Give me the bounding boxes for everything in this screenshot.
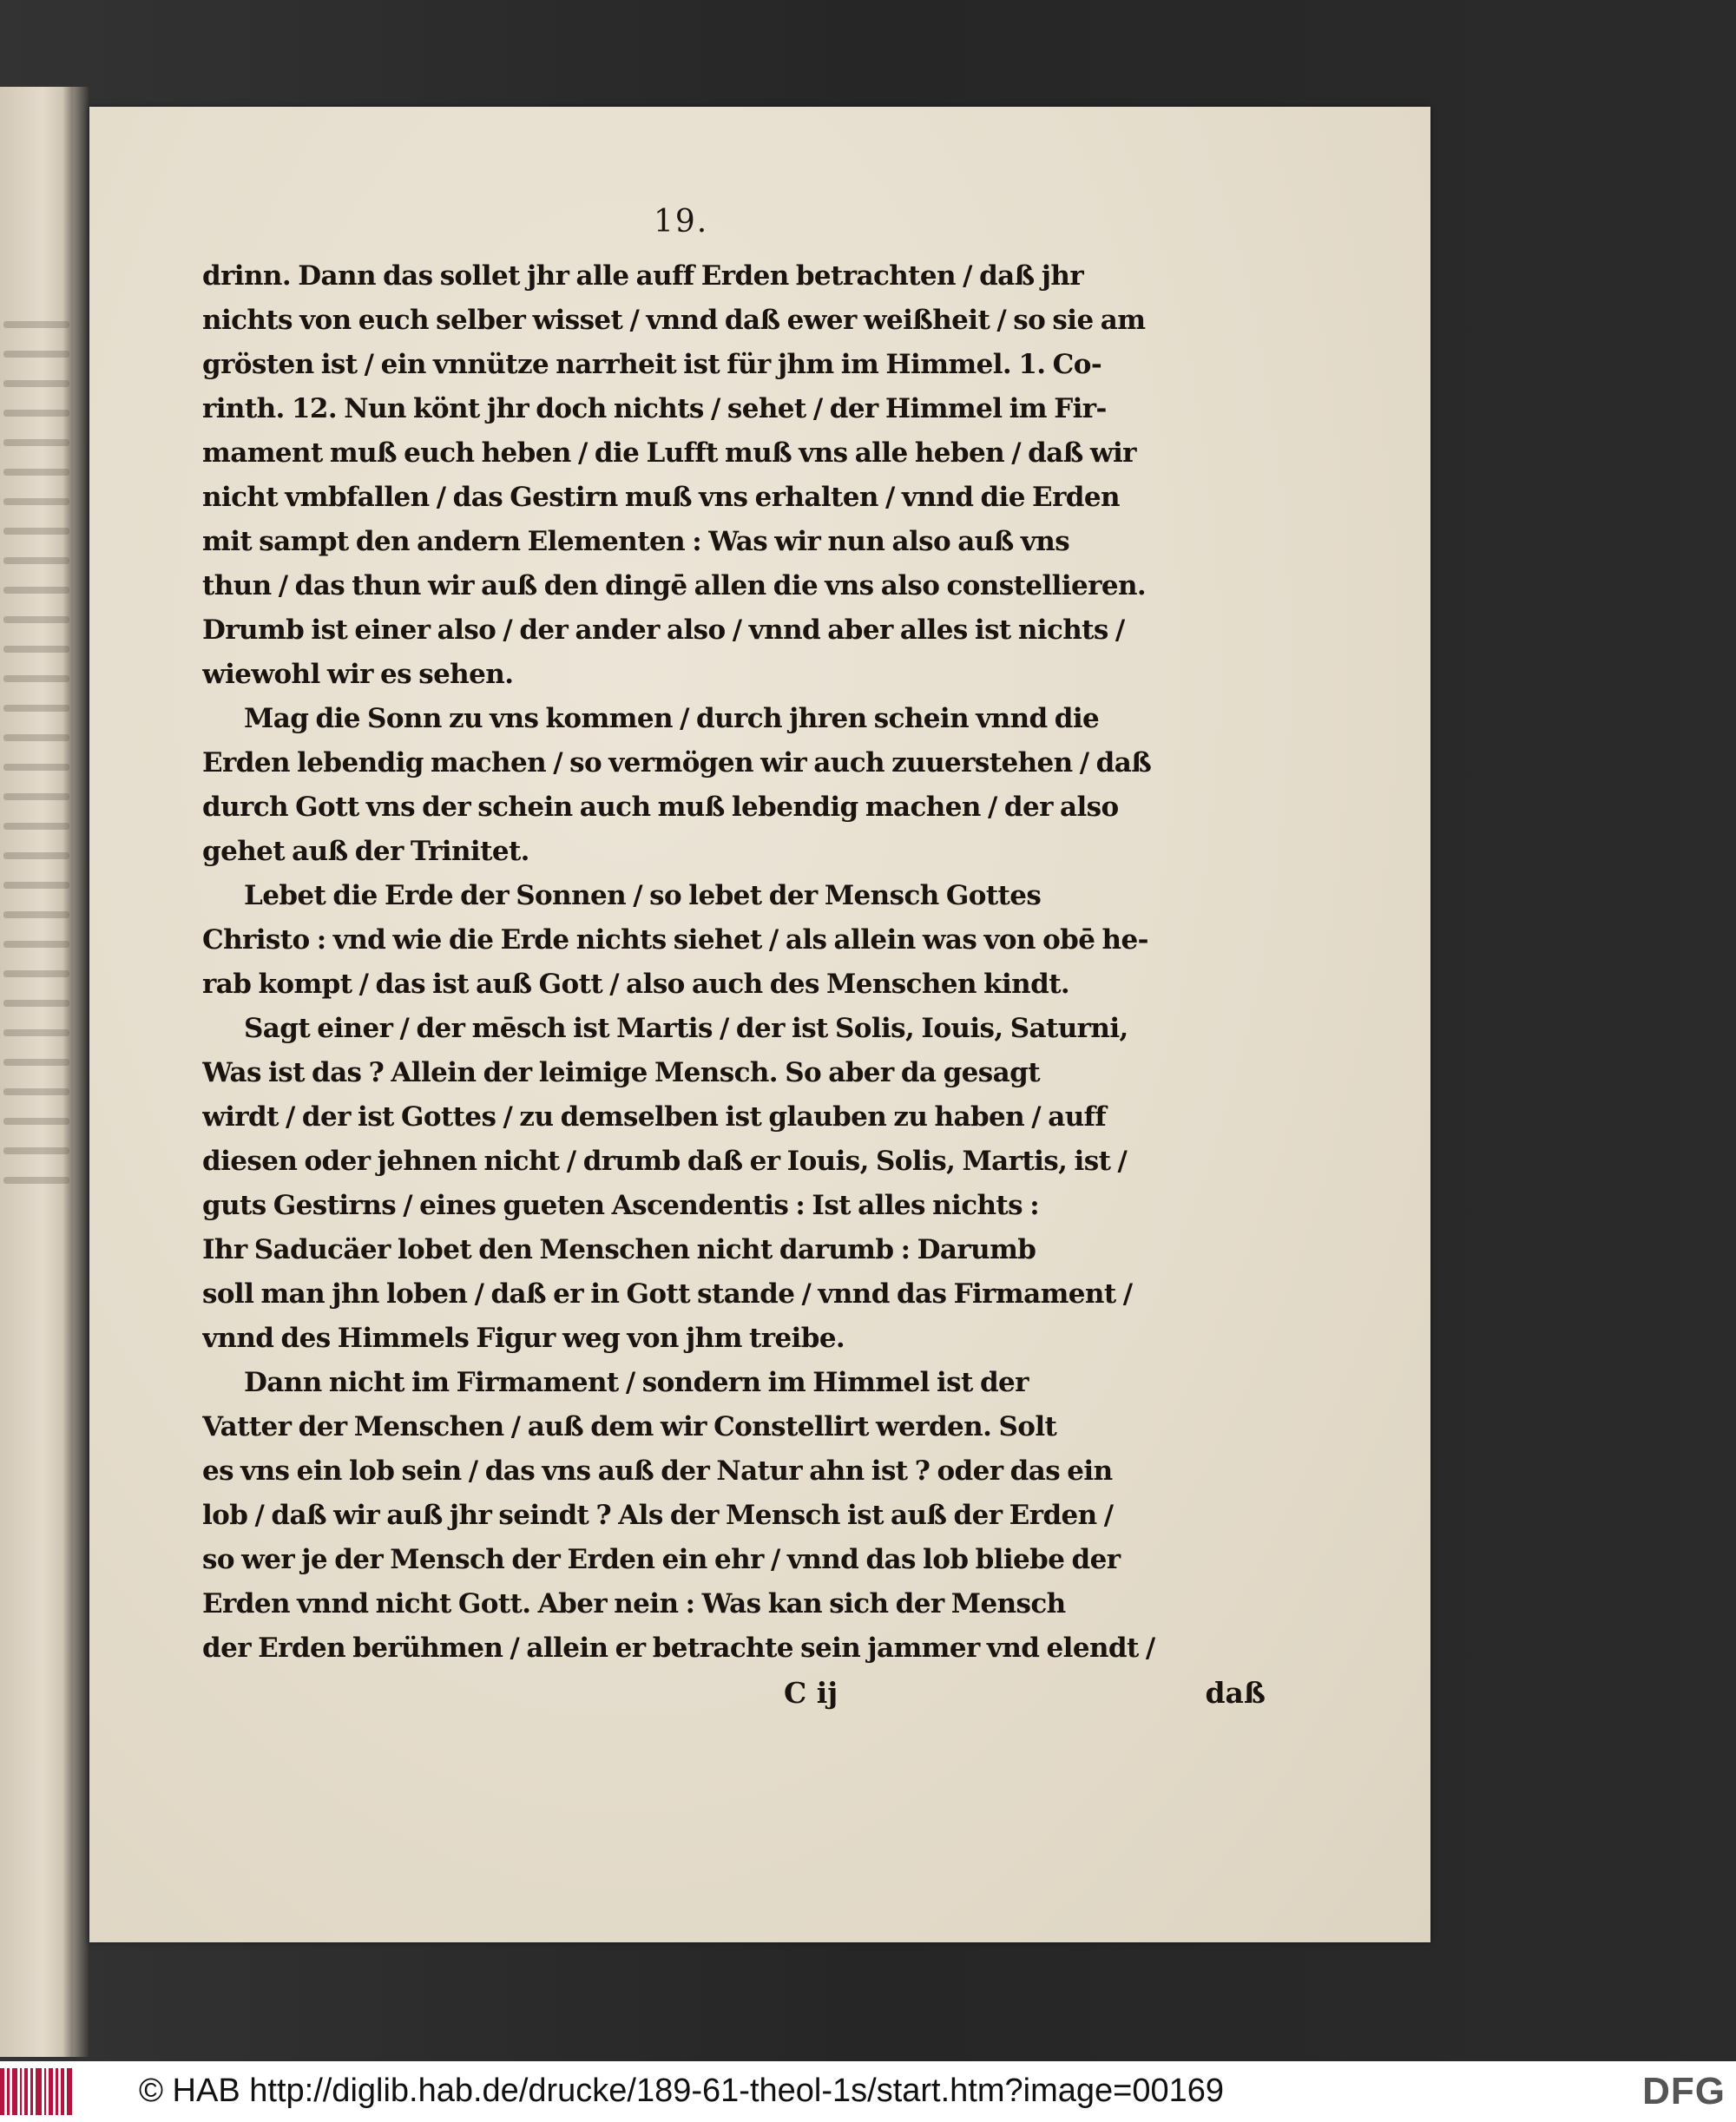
footer-bar: [0, 2061, 1736, 2122]
barcode-stripe: [49, 2068, 53, 2115]
text-line: Mag die Sonn zu vns kommen / durch jhren schein vnnd die: [244, 703, 1100, 734]
text-line: gehet auß der Trinitet.: [202, 836, 529, 867]
text-line: guts Gestirns / eines gueten Ascendentis : Ist alles nichts :: [202, 1190, 1040, 1221]
text-line: Was ist das ? Allein der leimige Mensch. So aber da gesagt: [202, 1057, 1040, 1088]
text-line: so wer je der Mensch der Erden ein ehr / vnnd das lob bliebe der: [202, 1544, 1121, 1575]
text-line: rab kompt / das ist auß Gott / also auch des Menschen kindt.: [202, 969, 1070, 1000]
barcode-stripe: [67, 2068, 72, 2115]
text-line: vnnd des Himmels Figur weg von jhm treibe.: [202, 1323, 845, 1354]
book-page: [89, 107, 1430, 1942]
page-text-block: [202, 254, 1266, 1715]
barcode-stripe: [56, 2068, 58, 2115]
barcode-stripe: [24, 2068, 28, 2115]
barcode-stripe: [7, 2068, 10, 2115]
text-line: Drumb ist einer also / der ander also / vnnd aber alles ist nichts /: [202, 614, 1125, 646]
barcode-stripe: [30, 2068, 33, 2115]
previous-page-edge: [0, 87, 78, 2057]
text-line: nichts von euch selber wisset / vnnd daß ewer weißheit / so sie am: [202, 305, 1146, 336]
text-line: Sagt einer / der mēsch ist Martis / der ist Solis, Iouis, Saturni,: [244, 1013, 1128, 1044]
text-line: Christo : vnd wie die Erde nichts siehet / als allein was von obē he-: [202, 924, 1148, 956]
text-line: rinth. 12. Nun könt jhr doch nichts / sehet / der Himmel im Fir-: [202, 393, 1107, 424]
text-line: Vatter der Menschen / auß dem wir Constellirt werden. Solt: [202, 1411, 1057, 1442]
signature-line: [202, 1671, 1266, 1715]
text-line: drinn. Dann das sollet jhr alle auff Erden betrachten / daß jhr: [202, 260, 1084, 292]
barcode-stripe: [36, 2068, 42, 2115]
page-number: 19.: [654, 204, 709, 240]
text-line: Ihr Saducäer lobet den Menschen nicht darumb : Darumb: [202, 1234, 1036, 1265]
book-gutter: [73, 87, 89, 2057]
hab-barcode-icon: [0, 2068, 73, 2115]
source-url[interactable]: © HAB http://diglib.hab.de/drucke/189-61-theol-1s/start.htm?image=00169: [139, 2073, 1225, 2109]
text-line: nicht vmbfallen / das Gestirn muß vns erhalten / vnnd die Erden: [202, 482, 1120, 513]
barcode-stripe: [0, 2068, 4, 2115]
previous-page-text-fragment: [3, 321, 69, 1206]
text-line: diesen oder jehnen nicht / drumb daß er Iouis, Solis, Martis, ist /: [202, 1146, 1128, 1177]
text-line: lob / daß wir auß jhr seindt ? Als der Mensch ist auß der Erden /: [202, 1500, 1114, 1531]
barcode-stripe: [61, 2068, 64, 2115]
text-line: Erden vnnd nicht Gott. Aber nein : Was kan sich der Mensch: [202, 1588, 1066, 1619]
text-line: thun / das thun wir auß den dingē allen die vns also constellieren.: [202, 570, 1147, 601]
dfg-logo: DFG: [1642, 2070, 1726, 2112]
text-line: mit sampt den andern Elementen : Was wir nun also auß vns: [202, 526, 1070, 557]
barcode-stripe: [20, 2068, 22, 2115]
barcode-stripe: [44, 2068, 46, 2115]
text-line: der Erden berühmen / allein er betrachte sein jammer vnd elendt /: [202, 1633, 1155, 1664]
text-line: durch Gott vns der schein auch muß lebendig machen / der also: [202, 792, 1119, 823]
text-line: soll man jhn loben / daß er in Gott stande / vnnd das Firmament /: [202, 1278, 1133, 1310]
catchword: daß: [1205, 1676, 1266, 1710]
text-line: wirdt / der ist Gottes / zu demselben ist glauben zu haben / auff: [202, 1101, 1107, 1133]
text-line: mament muß euch heben / die Lufft muß vns alle heben / daß wir: [202, 437, 1136, 469]
signature-mark: C ij: [784, 1676, 838, 1710]
text-line: wiewohl wir es sehen.: [202, 659, 514, 690]
text-line: Lebet die Erde der Sonnen / so lebet der Mensch Gottes: [244, 880, 1042, 911]
text-line: es vns ein lob sein / das vns auß der Natur ahn ist ? oder das ein: [202, 1455, 1113, 1487]
text-line: grösten ist / ein vnnütze narrheit ist für jhm im Himmel. 1. Co-: [202, 349, 1102, 380]
text-line: Dann nicht im Firmament / sondern im Himmel ist der: [244, 1367, 1029, 1398]
text-line: Erden lebendig machen / so vermögen wir auch zuuerstehen / daß: [202, 747, 1152, 779]
barcode-stripe: [12, 2068, 17, 2115]
